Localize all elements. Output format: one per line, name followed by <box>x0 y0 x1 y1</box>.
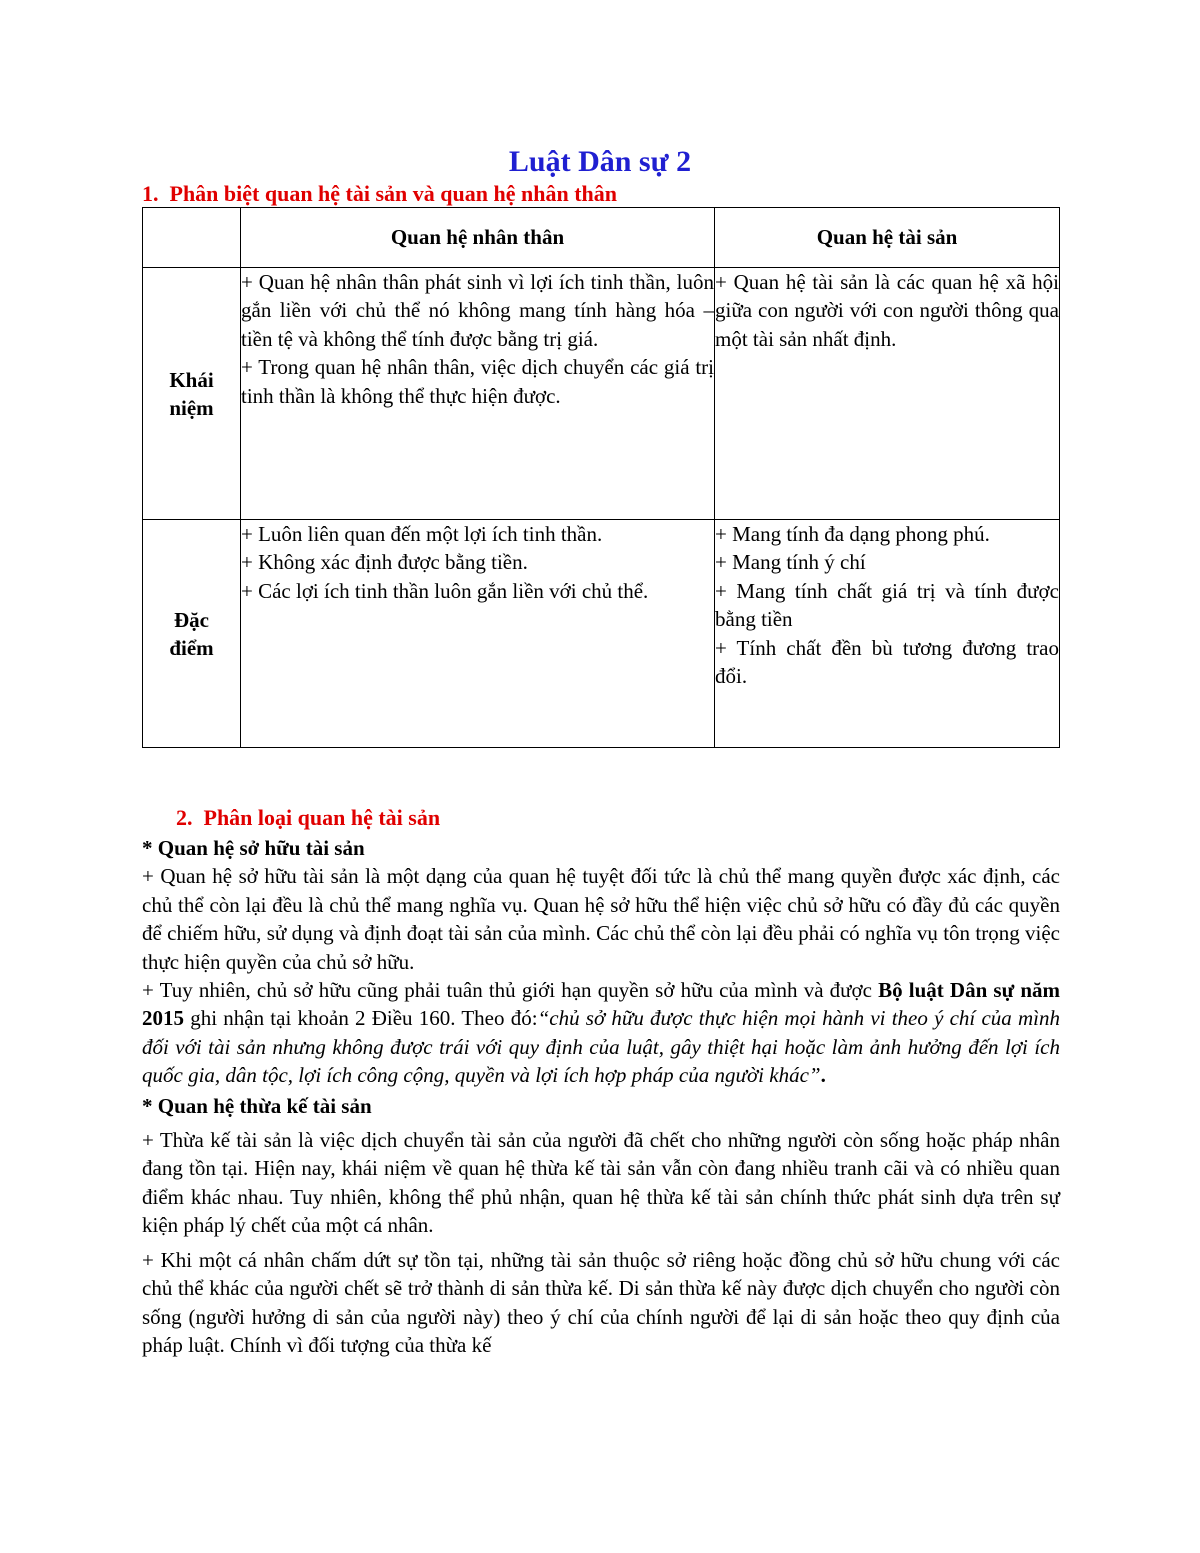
cell-paragraph: + Mang tính ý chí <box>715 550 866 575</box>
table-header-row <box>143 208 1060 268</box>
document-title: Luật Dân sự 2 <box>508 145 692 178</box>
row-label-text: Đặc điểm <box>169 607 214 660</box>
paragraph-text: + Tuy nhiên, chủ sở hữu cũng phải tuân thủ giới hạn quyền sở hữu của mình và được <box>142 978 879 1003</box>
cell-paragraph: + Quan hệ tài sản là các quan hệ xã hội giữa con người với con người thông qua một tài sản nhất định. <box>715 270 1059 351</box>
subheading-inheritance: * Quan hệ thừa kế tài sản <box>142 1093 372 1118</box>
paragraph-inheritance-1: + Thừa kế tài sản là việc dịch chuyển tài sản của người đã chết cho những người còn sống hoặc pháp nhân đang tồn tại. Hiện nay, khái niệm về quan hệ thừa kế tài sản vẫn còn đang nhiều tranh cãi và có nhiều quan điểm khác nhau. Tuy nhiên, không thể phủ nhận, quan hệ thừa kế tài sản chính thức phát sinh dựa trên sự kiện pháp lý chết của một cá nhân. <box>142 1128 1060 1238</box>
table-row <box>143 268 1060 520</box>
section-1-number: 1. <box>142 181 159 206</box>
section-2-heading <box>176 804 440 832</box>
law-quote: “chủ sở hữu được thực hiện mọi hành vi theo ý chí của mình đối với tài sản nhưng không được trái với quy định của luật, gây thiệt hại hoặc làm ảnh hưởng đến lợi ích quốc gia, dân tộc, lợi ích công cộng, quyền và lợi ích hợp pháp của người khác” <box>142 1006 1061 1088</box>
paragraph-text: ghi nhận tại khoản 2 Điều 160. Theo đó: <box>184 1006 538 1031</box>
section-2-body <box>142 834 1060 1359</box>
cell-paragraph: + Các lợi ích tinh thần luôn gắn liền với chủ thể. <box>241 578 649 603</box>
cell-paragraph: + Mang tính chất giá trị và tính được bằng tiền <box>715 578 1059 632</box>
table-header-personal: Quan hệ nhân thân <box>241 208 715 268</box>
section-1-title: Phân biệt quan hệ tài sản và quan hệ nhân thân <box>169 181 617 206</box>
paragraph-ownership-2 <box>142 976 1060 1090</box>
law-reference: Bộ luật Dân sự năm 2015 <box>142 978 1060 1031</box>
section-2-title: Phân loại quan hệ tài sản <box>203 805 441 830</box>
paragraph-inheritance-2: + Khi một cá nhân chấm dứt sự tồn tại, những tài sản thuộc sở riêng hoặc đồng chủ sở hữu chung với các chủ thể khác của người chết sẽ trở thành di sản thừa kế. Di sản thừa kế này được dịch chuyển cho người còn sống (người hưởng di sản của người này) theo ý chí của chính người để lại di sản hoặc theo quy định của pháp luật. Chính vì đối tượng của thừa kế <box>142 1247 1060 1357</box>
comparison-table <box>142 207 1060 748</box>
section-2-number: 2. <box>176 805 193 830</box>
cell-paragraph: + Quan hệ nhân thân phát sinh vì lợi ích tinh thần, luôn gắn liền với chủ thể nó không mang tính hàng hóa – tiền tệ và không thể tính được bằng trị giá. <box>241 270 714 351</box>
cell-features-property <box>715 520 1060 748</box>
cell-paragraph: + Không xác định được bằng tiền. <box>241 550 528 575</box>
section-1-heading <box>142 180 617 208</box>
table-header-property: Quan hệ tài sản <box>715 208 1060 268</box>
cell-paragraph: + Tính chất đền bù tương đương trao đổi. <box>715 635 1059 689</box>
paragraph-ownership-1: + Quan hệ sở hữu tài sản là một dạng của quan hệ tuyệt đối tức là chủ thể mang quyền được xác định, các chủ thể còn lại đều là chủ thể mang nghĩa vụ. Quan hệ sở hữu thể hiện việc chủ sở hữu có đầy đủ các quyền để chiếm hữu, sử dụng và định đoạt tài sản của mình. Các chủ thể còn lại đều phải có nghĩa vụ tôn trọng việc thực hiện quyền của chủ sở hữu. <box>142 864 1060 974</box>
paragraph-end: . <box>820 1063 826 1088</box>
table-row <box>143 520 1060 748</box>
cell-paragraph: + Luôn liên quan đến một lợi ích tinh thần. <box>241 522 603 546</box>
subheading-ownership: * Quan hệ sở hữu tài sản <box>142 836 365 860</box>
cell-concept-personal <box>241 268 715 520</box>
table-header-empty <box>143 208 241 268</box>
row-label-features <box>143 520 241 748</box>
cell-paragraph: + Trong quan hệ nhân thân, việc dịch chuyển các giá trị tinh thần là không thể thực hiện được. <box>241 355 714 408</box>
row-label-concept <box>143 268 241 520</box>
cell-features-personal <box>241 520 715 748</box>
cell-concept-property <box>715 268 1060 520</box>
cell-paragraph: + Mang tính đa dạng phong phú. <box>715 522 990 546</box>
row-label-text: Khái niệm <box>169 367 214 420</box>
